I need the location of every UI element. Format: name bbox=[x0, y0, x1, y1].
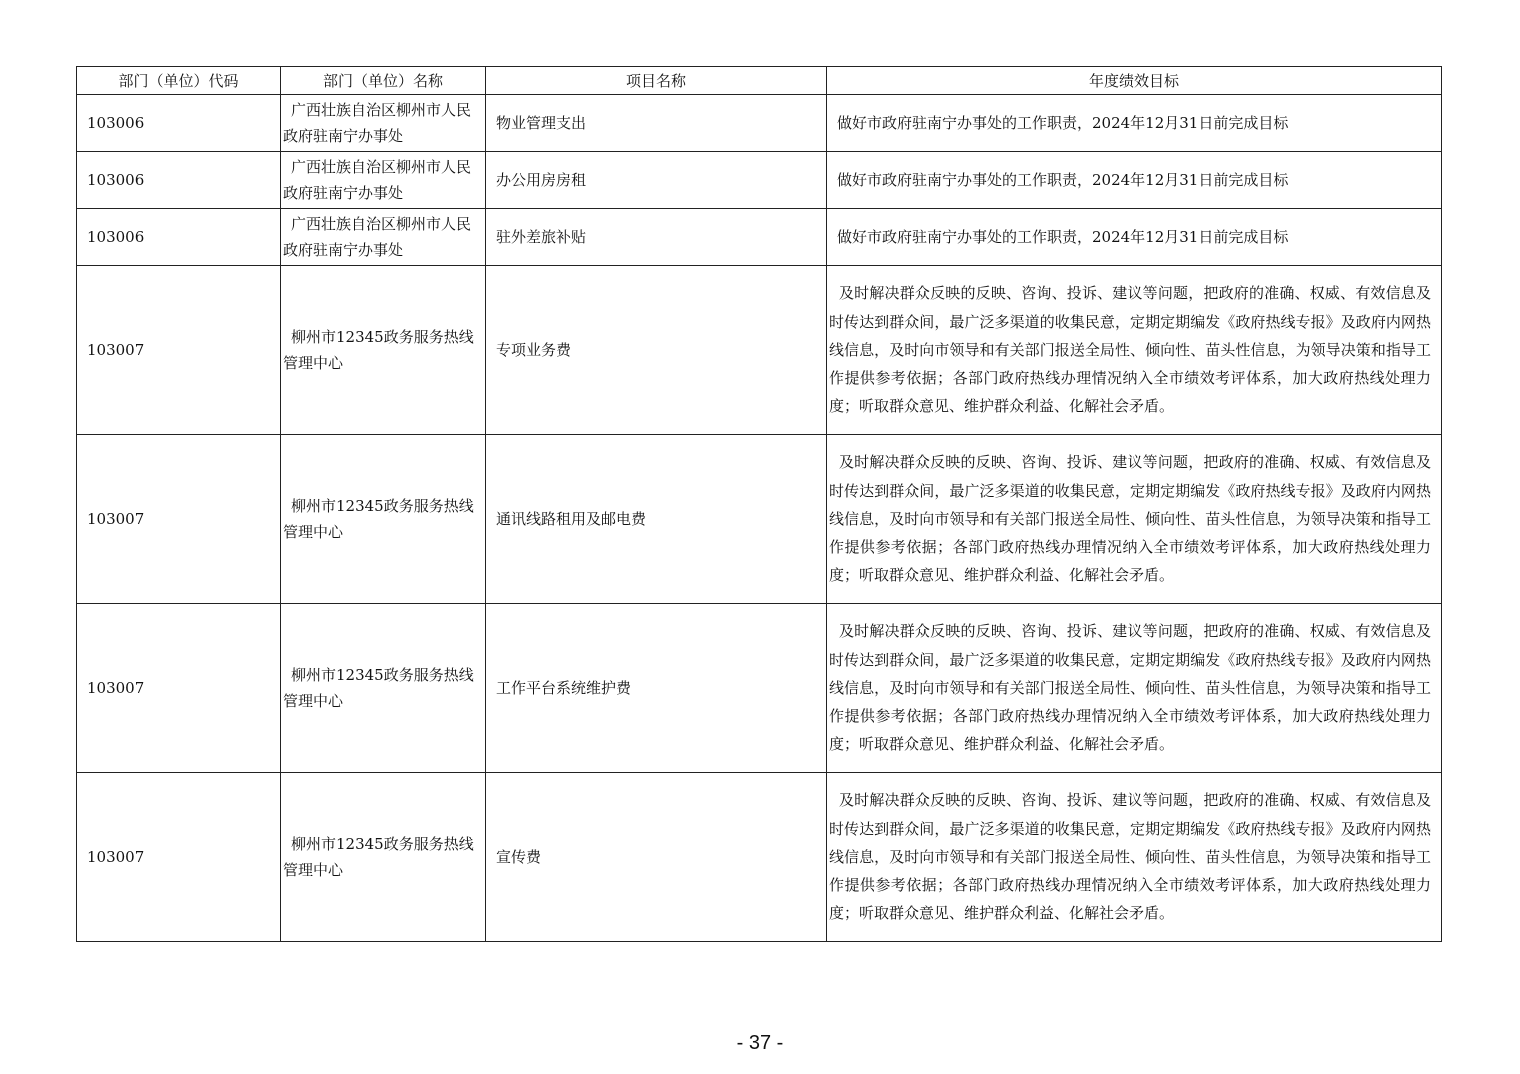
table-row bbox=[77, 435, 1442, 604]
annual-goal-text: 及时解决群众反映的反映、咨询、投诉、建议等问题，把政府的准确、权威、有效信息及时传达到群众间，最广泛多渠道的收集民意，定期定期编发《政府热线专报》及政府内网热线信息，及时向市领导和有关部门报送全局性、倾向性、苗头性信息，为领导决策和指导工作提供参考依据；各部门政府热线办理情况纳入全市绩效考评体系，加大政府热线处理力度；听取群众意见、维护群众利益、化解社会矛盾。 bbox=[829, 453, 1431, 585]
performance-goals-table bbox=[76, 66, 1442, 942]
table-row bbox=[77, 209, 1442, 266]
project-name-cell: 通讯线路租用及邮电费 bbox=[486, 435, 827, 604]
annual-goal-cell bbox=[827, 604, 1442, 773]
dept-name-text: 柳州市12345政务服务热线管理中心 bbox=[283, 497, 474, 541]
dept-code-cell: 103007 bbox=[77, 773, 281, 942]
dept-name-text: 柳州市12345政务服务热线管理中心 bbox=[283, 666, 474, 710]
dept-name-text: 广西壮族自治区柳州市人民政府驻南宁办事处 bbox=[283, 215, 472, 259]
annual-goal-cell bbox=[827, 435, 1442, 604]
project-name-cell: 宣传费 bbox=[486, 773, 827, 942]
dept-code-cell: 103006 bbox=[77, 209, 281, 266]
project-name-cell: 驻外差旅补贴 bbox=[486, 209, 827, 266]
annual-goal-cell: 做好市政府驻南宁办事处的工作职责，2024年12月31日前完成目标 bbox=[827, 95, 1442, 152]
dept-name-cell bbox=[281, 435, 486, 604]
dept-name-cell bbox=[281, 152, 486, 209]
dept-name-text: 柳州市12345政务服务热线管理中心 bbox=[283, 835, 474, 879]
annual-goal-cell bbox=[827, 773, 1442, 942]
annual-goal-cell bbox=[827, 266, 1442, 435]
dept-name-cell bbox=[281, 773, 486, 942]
table-row bbox=[77, 152, 1442, 209]
table-row bbox=[77, 266, 1442, 435]
dept-name-cell bbox=[281, 604, 486, 773]
dept-name-cell bbox=[281, 209, 486, 266]
dept-code-cell: 103007 bbox=[77, 604, 281, 773]
dept-name-text: 柳州市12345政务服务热线管理中心 bbox=[283, 328, 474, 372]
dept-code-cell: 103006 bbox=[77, 95, 281, 152]
project-name-cell: 专项业务费 bbox=[486, 266, 827, 435]
project-name-cell: 办公用房房租 bbox=[486, 152, 827, 209]
table-header-row bbox=[77, 67, 1442, 95]
annual-goal-text: 及时解决群众反映的反映、咨询、投诉、建议等问题，把政府的准确、权威、有效信息及时传达到群众间，最广泛多渠道的收集民意，定期定期编发《政府热线专报》及政府内网热线信息，及时向市领导和有关部门报送全局性、倾向性、苗头性信息，为领导决策和指导工作提供参考依据；各部门政府热线办理情况纳入全市绩效考评体系，加大政府热线处理力度；听取群众意见、维护群众利益、化解社会矛盾。 bbox=[829, 284, 1431, 416]
header-dept-name: 部门（单位）名称 bbox=[281, 67, 486, 95]
project-name-cell: 物业管理支出 bbox=[486, 95, 827, 152]
table-row bbox=[77, 604, 1442, 773]
annual-goal-text: 及时解决群众反映的反映、咨询、投诉、建议等问题，把政府的准确、权威、有效信息及时传达到群众间，最广泛多渠道的收集民意，定期定期编发《政府热线专报》及政府内网热线信息，及时向市领导和有关部门报送全局性、倾向性、苗头性信息，为领导决策和指导工作提供参考依据；各部门政府热线办理情况纳入全市绩效考评体系，加大政府热线处理力度；听取群众意见、维护群众利益、化解社会矛盾。 bbox=[829, 622, 1431, 754]
header-annual-goal: 年度绩效目标 bbox=[827, 67, 1442, 95]
dept-name-cell bbox=[281, 266, 486, 435]
annual-goal-cell: 做好市政府驻南宁办事处的工作职责，2024年12月31日前完成目标 bbox=[827, 152, 1442, 209]
table-row bbox=[77, 773, 1442, 942]
project-name-cell: 工作平台系统维护费 bbox=[486, 604, 827, 773]
header-dept-code: 部门（单位）代码 bbox=[77, 67, 281, 95]
annual-goal-cell: 做好市政府驻南宁办事处的工作职责，2024年12月31日前完成目标 bbox=[827, 209, 1442, 266]
header-project-name: 项目名称 bbox=[486, 67, 827, 95]
dept-code-cell: 103007 bbox=[77, 435, 281, 604]
dept-code-cell: 103007 bbox=[77, 266, 281, 435]
dept-name-cell bbox=[281, 95, 486, 152]
dept-name-text: 广西壮族自治区柳州市人民政府驻南宁办事处 bbox=[283, 101, 472, 145]
dept-name-text: 广西壮族自治区柳州市人民政府驻南宁办事处 bbox=[283, 158, 472, 202]
page-number: - 37 - bbox=[736, 1032, 784, 1054]
annual-goal-text: 及时解决群众反映的反映、咨询、投诉、建议等问题，把政府的准确、权威、有效信息及时传达到群众间，最广泛多渠道的收集民意，定期定期编发《政府热线专报》及政府内网热线信息，及时向市领导和有关部门报送全局性、倾向性、苗头性信息，为领导决策和指导工作提供参考依据；各部门政府热线办理情况纳入全市绩效考评体系，加大政府热线处理力度；听取群众意见、维护群众利益、化解社会矛盾。 bbox=[829, 791, 1431, 923]
table-row bbox=[77, 95, 1442, 152]
dept-code-cell: 103006 bbox=[77, 152, 281, 209]
